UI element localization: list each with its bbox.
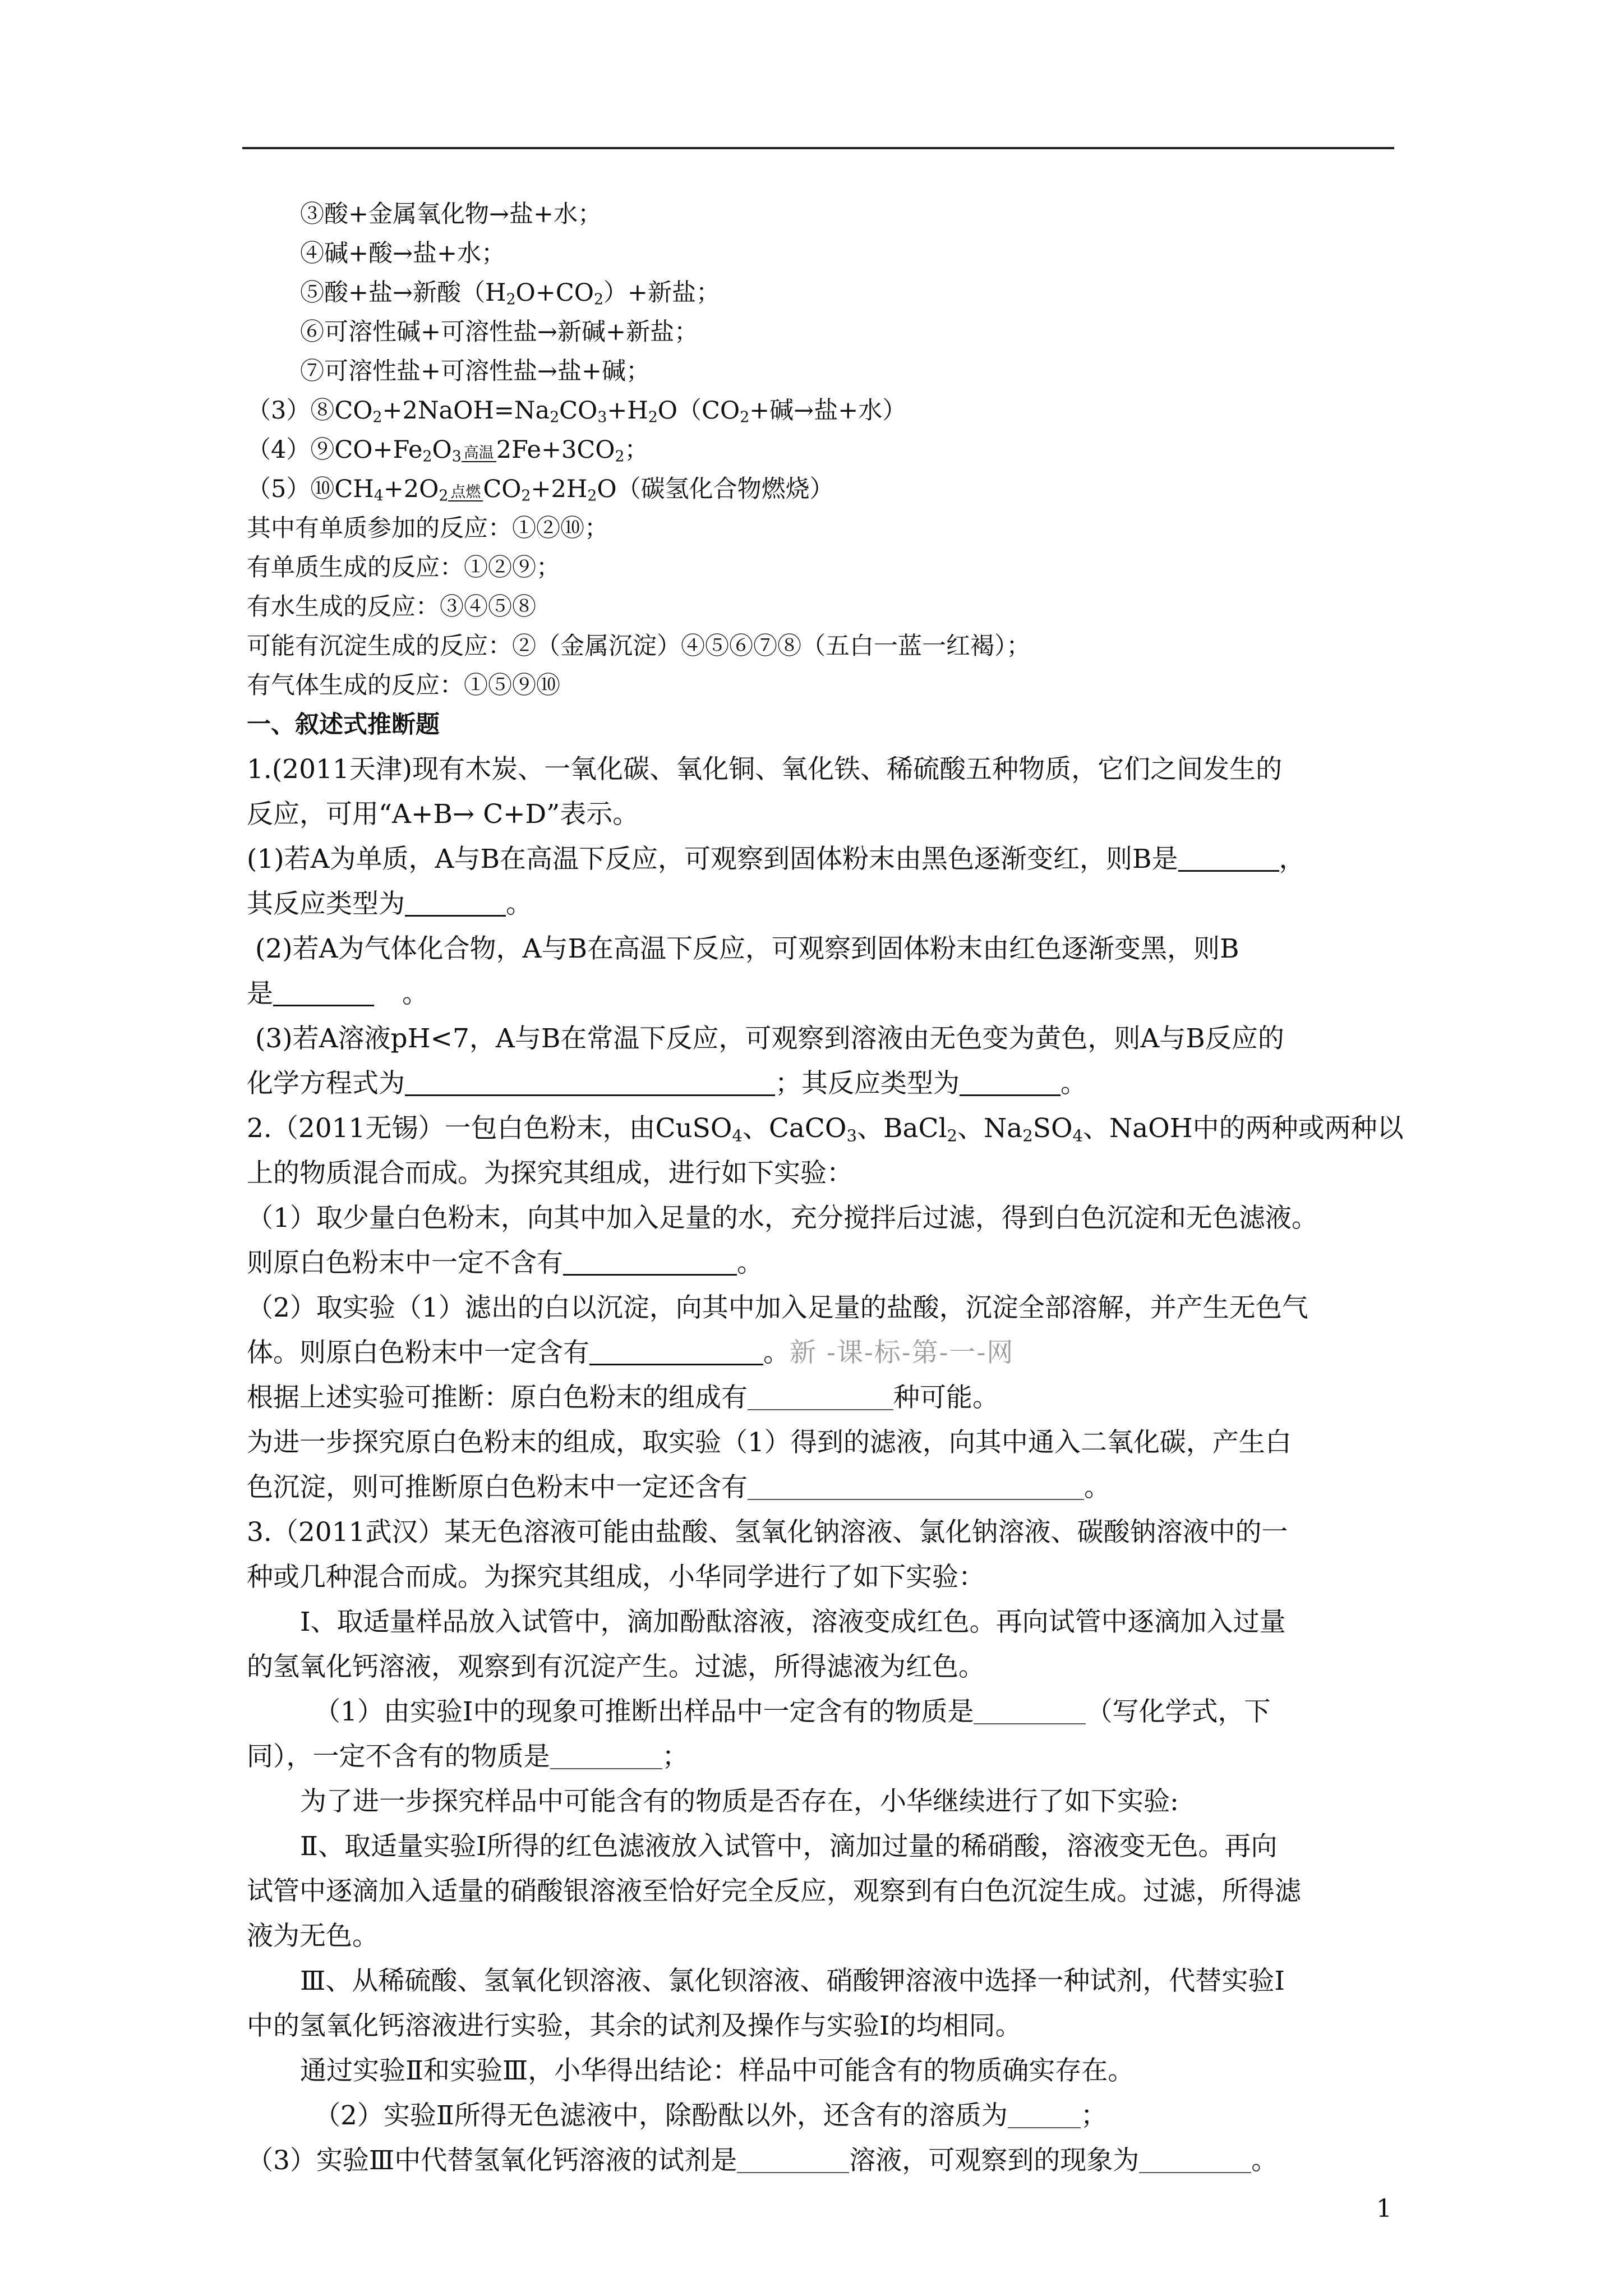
reaction-10: $(5)⑩CH_4+2O_2$ 点燃 $CO_2+2H_2O$（碳氢化合物燃烧） bbox=[247, 475, 834, 505]
reaction-8: $(3)⑧CO_2+2NaOH=Na_2CO_3+H_2O(CO_2+$碱→盐+水） bbox=[247, 397, 907, 426]
reaction-7: ⑦可溶性盐+可溶性盐→盐+碱； bbox=[300, 357, 651, 385]
reaction-condition: 点燃 bbox=[448, 485, 483, 501]
answer-blank[interactable] bbox=[960, 1068, 1061, 1096]
reaction-condition: 高温 bbox=[462, 445, 496, 462]
question-3-line: Ⅱ、取适量实验Ⅰ所得的红色滤液放入试管中，滴加过量的稀硝酸，溶液变无色。再向 bbox=[300, 1831, 1278, 1862]
answer-blank[interactable] bbox=[1139, 2146, 1251, 2173]
answer-blank[interactable] bbox=[273, 978, 374, 1006]
watermark: 新 -课-标-第-一-网 bbox=[790, 1337, 1015, 1368]
answer-blank[interactable] bbox=[748, 1383, 893, 1410]
summary-line: 其中有单质参加的反应：①②⑩； bbox=[247, 514, 608, 542]
page-number: 1 bbox=[1376, 2194, 1392, 2223]
question-1-part-1: 其反应类型为 。 bbox=[247, 889, 532, 919]
question-1-part-1: (1)若A为单质，A与B在高温下反应，可观察到固体粉末由黑色逐渐变红，则B是 ， bbox=[247, 844, 1306, 875]
question-3-line: （3）实验Ⅲ中代替氢氧化钙溶液的试剂是 溶液，可观察到的现象为 。 bbox=[247, 2145, 1278, 2176]
answer-blank[interactable] bbox=[1008, 2101, 1081, 2128]
answer-blank[interactable] bbox=[737, 2146, 849, 2173]
question-1-part-2: 是 。 bbox=[247, 978, 428, 1009]
question-3-line: 为了进一步探究样品中可能含有的物质是否存在，小华继续进行了如下实验: bbox=[300, 1786, 1179, 1817]
question-3-line: （1）由实验Ⅰ中的现象可推断出样品中一定含有的物质是 （写化学式，下 bbox=[314, 1696, 1271, 1727]
question-3-line: Ⅲ、从稀硫酸、氢氧化钡溶液、氯化钡溶液、硝酸钾溶液中选择一种试剂，代替实验Ⅰ bbox=[300, 1966, 1285, 1996]
question-3-line: 液为无色。 bbox=[247, 1921, 379, 1952]
reaction-3: ③酸+金属氧化物→盐+水； bbox=[300, 200, 602, 228]
section-heading: 一、叙述式推断题 bbox=[247, 711, 440, 739]
question-1-line: 1.(2011天津)现有木炭、一氧化碳、氧化铜、氧化铁、稀硫酸五种物质，它们之间发生的 bbox=[247, 754, 1283, 785]
reaction-5: ⑤酸+盐→新酸$(H_2O+CO_2)+$新盐； bbox=[300, 279, 720, 309]
summary-line: 有单质生成的反应：①②⑨； bbox=[247, 554, 560, 582]
answer-blank[interactable] bbox=[405, 889, 506, 917]
answer-blank[interactable] bbox=[589, 1337, 763, 1365]
answer-blank[interactable] bbox=[405, 1068, 775, 1096]
question-1-part-2: (2)若A为气体化合物，A与B在高温下反应，可观察到固体粉末由红色逐渐变黑，则B bbox=[255, 933, 1239, 964]
answer-blank[interactable] bbox=[974, 1697, 1086, 1724]
answer-blank[interactable] bbox=[550, 1742, 662, 1769]
question-2-line: 为进一步探究原白色粉末的组成，取实验（1）得到的滤液，向其中通入二氧化碳，产生白 bbox=[247, 1427, 1292, 1458]
question-1-part-3: 化学方程式为 ；其反应类型为 。 bbox=[247, 1068, 1087, 1099]
question-3-line: 中的氢氧化钙溶液进行实验，其余的试剂及操作与实验Ⅰ的均相同。 bbox=[247, 2010, 1022, 2041]
summary-line: 有水生成的反应：③④⑤⑧ bbox=[247, 593, 536, 621]
answer-blank[interactable] bbox=[563, 1248, 737, 1276]
question-2-line: （2）取实验（1）滤出的白以沉淀，向其中加入足量的盐酸，沉淀全部溶解，并产生无色气 bbox=[247, 1292, 1308, 1323]
question-2-line: 色沉淀，则可推断原白色粉末中一定还含有 。 bbox=[247, 1472, 1110, 1503]
question-3-line: 试管中逐滴加入适量的硝酸银溶液至恰好完全反应，观察到有白色沉淀生成。过滤，所得滤 bbox=[247, 1876, 1301, 1907]
question-2-line: 2.（2011无锡）一包白色粉末，由CuSO$_4$、CaCO$_3$、BaCl$_2$、$Na_2SO_4$、NaOH中的两种或两种以 bbox=[247, 1113, 1404, 1145]
reaction-6: ⑥可溶性碱+可溶性盐→新碱+新盐； bbox=[300, 318, 699, 346]
answer-blank[interactable] bbox=[1178, 844, 1279, 872]
reaction-4: ④碱+酸→盐+水； bbox=[300, 240, 506, 268]
answer-blank[interactable] bbox=[748, 1473, 1084, 1500]
question-3-line: 同），一定不含有的物质是 ； bbox=[247, 1741, 689, 1772]
question-2-line: 则原白色粉末中一定不含有 。 bbox=[247, 1248, 763, 1278]
header-rule bbox=[242, 147, 1394, 149]
question-3-line: 种或几种混合而成。为探究其组成，小华同学进行了如下实验： bbox=[247, 1562, 985, 1593]
question-2-line: 体。则原白色粉末中一定含有 。新 -课-标-第-一-网 bbox=[247, 1337, 1015, 1368]
summary-line: 有气体生成的反应：①⑤⑨⑩ bbox=[247, 671, 560, 700]
question-2-line: 上的物质混合而成。为探究其组成，进行如下实验： bbox=[247, 1158, 853, 1189]
question-3-line: （2）实验Ⅱ所得无色滤液中，除酚酞以外，还含有的溶质为 ； bbox=[314, 2100, 1107, 2131]
question-1-line: 反应，可用“A+B→ C+D”表示。 bbox=[247, 799, 639, 830]
question-2-line: （1）取少量白色粉末，向其中加入足量的水，充分搅拌后过滤，得到白色沉淀和无色滤液。 bbox=[247, 1203, 1318, 1234]
question-2-line: 根据上述实验可推断：原白色粉末的组成有 种可能。 bbox=[247, 1382, 999, 1413]
question-3-line: Ⅰ、取适量样品放入试管中，滴加酚酞溶液，溶液变成红色。再向试管中逐滴加入过量 bbox=[300, 1607, 1286, 1637]
question-3-line: 通过实验Ⅱ和实验Ⅲ，小华得出结论：样品中可能含有的物质确实存在。 bbox=[300, 2055, 1135, 2086]
question-3-line: 3.（2011武汉）某无色溶液可能由盐酸、氢氧化钠溶液、氯化钠溶液、碳酸钠溶液中的一 bbox=[247, 1517, 1288, 1548]
reaction-9: $(4)⑨CO+Fe_2O_3$ 高温 $2Fe+3CO_2$； bbox=[247, 436, 649, 466]
question-3-line: 的氢氧化钙溶液，观察到有沉淀产生。过滤，所得滤液为红色。 bbox=[247, 1651, 985, 1682]
question-1-part-3: (3)若A溶液pH<7，A与B在常温下反应，可观察到溶液由无色变为黄色，则A与B反应的 bbox=[255, 1023, 1284, 1054]
summary-line: 可能有沉淀生成的反应：②（金属沉淀）④⑤⑥⑦⑧（五白一蓝一红褐）； bbox=[247, 632, 1031, 660]
